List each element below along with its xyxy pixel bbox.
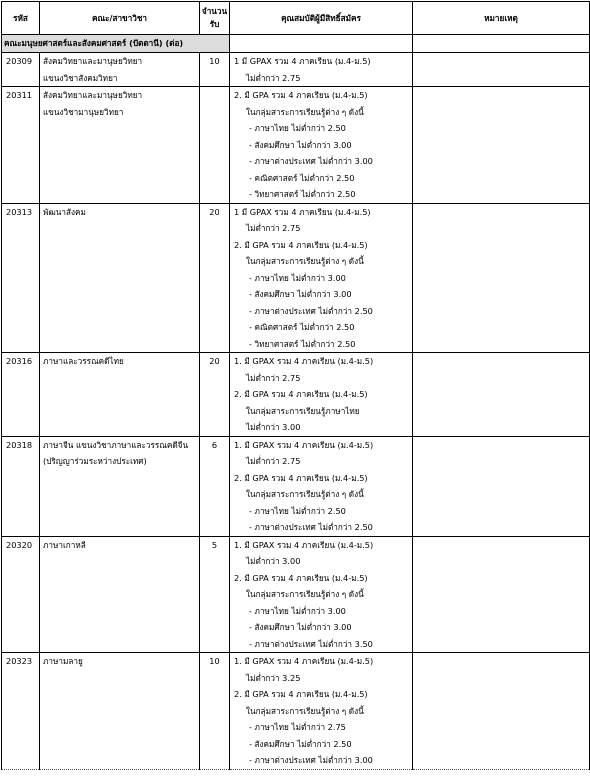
header-row <box>2 2 590 35</box>
requirements-cell <box>230 653 413 770</box>
header-seats: จำนวน รับ <box>200 2 230 35</box>
requirement-line: - สังคมศึกษา ไม่ต่ำกว่า 2.50 <box>249 738 352 749</box>
requirement-line: - ภาษาไทย ไม่ต่ำกว่า 2.75 <box>249 722 346 732</box>
requirement-line: ในกลุ่มสาระการเรียนรู้ต่าง ๆ ดังนี้ <box>246 256 364 266</box>
requirement-line: 1. มี GPAX รวม 4 ภาคเรียน (ม.4-ม.5) <box>234 539 374 550</box>
requirement-line: 2. มี GPA รวม 4 ภาคเรียน (ม.4-ม.5) <box>234 689 368 699</box>
program-name-line: พัฒนาสังคม <box>43 206 86 217</box>
program-name <box>40 536 200 653</box>
program-name-line: ภาษาและวรรณคดีไทย <box>43 356 124 366</box>
seat-count: 20 <box>200 203 230 353</box>
requirement-line: - ภาษาไทย ไม่ต่ำกว่า 2.50 <box>249 123 346 133</box>
remark-cell <box>413 653 590 770</box>
program-code: 20313 <box>2 203 40 353</box>
program-name-line: แขนงวิชามานุษยวิทยา <box>43 106 124 117</box>
program-code: 20309 <box>2 53 40 87</box>
header-remark: หมายเหตุ <box>413 2 590 35</box>
seat-count <box>200 87 230 204</box>
requirements-cell <box>230 53 413 87</box>
section-row <box>2 35 590 53</box>
table-row <box>2 87 590 204</box>
program-name <box>40 653 200 770</box>
requirement-line: - สังคมศึกษา ไม่ต่ำกว่า 3.00 <box>249 139 352 150</box>
program-code: 20323 <box>2 653 40 770</box>
program-name-line: สังคมวิทยาและมานุษยวิทยา <box>43 90 143 100</box>
remark-cell <box>413 87 590 204</box>
table-row <box>2 536 590 653</box>
table-row <box>2 653 590 770</box>
requirement-line: 2. มี GPA รวม 4 ภาคเรียน (ม.4-ม.5) <box>234 389 368 399</box>
program-name <box>40 53 200 87</box>
requirement-line: 1 มี GPAX รวม 4 ภาคเรียน (ม.4-ม.5) <box>234 56 371 66</box>
program-name-line: ภาษาเกาหลี <box>43 539 86 550</box>
admission-table <box>1 1 590 770</box>
remark-cell <box>413 436 590 536</box>
requirements-cell <box>230 353 413 437</box>
requirement-line: - วิทยาศาสตร์ ไม่ต่ำกว่า 2.50 <box>249 338 356 349</box>
program-name-line: ภาษาจีน แขนงวิชาภาษาและวรรณคดีจีน <box>43 439 189 450</box>
requirement-line: 1. มี GPAX รวม 4 ภาคเรียน (ม.4-ม.5) <box>234 356 374 366</box>
section-empty-cell <box>413 35 590 53</box>
program-code: 20311 <box>2 87 40 204</box>
requirement-line: 1. มี GPAX รวม 4 ภาคเรียน (ม.4-ม.5) <box>234 439 374 450</box>
header-requirements: คุณสมบัติผู้มีสิทธิ์สมัคร <box>230 2 413 35</box>
program-name <box>40 203 200 353</box>
requirement-line: - ภาษาไทย ไม่ต่ำกว่า 2.50 <box>249 505 346 516</box>
requirement-line: 1. มี GPAX รวม 4 ภาคเรียน (ม.4-ม.5) <box>234 656 374 666</box>
program-code: 20320 <box>2 536 40 653</box>
program-name-line: ภาษามลายู <box>43 656 83 666</box>
program-code: 20318 <box>2 436 40 536</box>
remark-cell <box>413 536 590 653</box>
requirement-line: 2. มี GPA รวม 4 ภาคเรียน (ม.4-ม.5) <box>234 472 368 483</box>
requirement-line: ไม่ต่ำกว่า 2.75 <box>246 223 301 233</box>
table-row <box>2 353 590 437</box>
requirement-line: ไม่ต่ำกว่า 2.75 <box>246 72 301 83</box>
requirement-line: ในกลุ่มสาระการเรียนรู้ต่าง ๆ ดังนี้ <box>246 705 364 716</box>
requirement-line: 2. มี GPA รวม 4 ภาคเรียน (ม.4-ม.5) <box>234 90 368 100</box>
program-name <box>40 87 200 204</box>
remark-cell <box>413 203 590 353</box>
header-code: รหัส <box>2 2 40 35</box>
table-row <box>2 203 590 353</box>
program-name-line: สังคมวิทยาและมานุษยวิทยา <box>43 56 143 66</box>
requirement-line: - ภาษาต่างประเทศ ไม่ต่ำกว่า 3.00 <box>249 755 373 765</box>
requirement-line: - ภาษาไทย ไม่ต่ำกว่า 3.00 <box>249 605 346 616</box>
table-row <box>2 53 590 87</box>
requirements-cell <box>230 536 413 653</box>
seat-count: 10 <box>200 653 230 770</box>
requirement-line: 2. มี GPA รวม 4 ภาคเรียน (ม.4-ม.5) <box>234 239 368 250</box>
requirement-line: - คณิตศาสตร์ ไม่ต่ำกว่า 2.50 <box>249 322 355 332</box>
requirement-line: ในกลุ่มสาระการเรียนรู้ต่าง ๆ ดังนี้ <box>246 489 364 499</box>
requirement-line: ไม่ต่ำกว่า 3.00 <box>246 556 301 566</box>
requirement-line: ในกลุ่มสาระการเรียนรู้ภาษาไทย <box>246 405 360 416</box>
program-name <box>40 353 200 437</box>
requirements-cell <box>230 87 413 204</box>
seat-count: 6 <box>200 436 230 536</box>
requirement-line: - ภาษาต่างประเทศ ไม่ต่ำกว่า 2.50 <box>249 522 373 532</box>
requirement-line: ไม่ต่ำกว่า 2.75 <box>246 372 301 383</box>
seat-count: 20 <box>200 353 230 437</box>
requirement-line: ไม่ต่ำกว่า 3.25 <box>246 672 301 683</box>
requirement-line: ในกลุ่มสาระการเรียนรู้ต่าง ๆ ดังนี้ <box>246 106 364 117</box>
requirement-line: - สังคมศึกษา ไม่ต่ำกว่า 3.00 <box>249 622 352 632</box>
section-empty-cell <box>230 35 413 53</box>
table-row <box>2 436 590 536</box>
program-name <box>40 436 200 536</box>
seat-count: 10 <box>200 53 230 87</box>
header-program: คณะ/สาขาวิชา <box>40 2 200 35</box>
requirements-cell <box>230 203 413 353</box>
requirement-line: - ภาษาไทย ไม่ต่ำกว่า 3.00 <box>249 272 346 283</box>
requirement-line: ในกลุ่มสาระการเรียนรู้ต่าง ๆ ดังนี้ <box>246 589 364 599</box>
section-title: คณะมนุษยศาสตร์และสังคมศาสตร์ (ปัตตานี) (ต่อ) <box>2 35 230 53</box>
requirement-line: ไม่ต่ำกว่า 3.00 <box>246 422 301 432</box>
requirement-line: - คณิตศาสตร์ ไม่ต่ำกว่า 2.50 <box>249 172 355 183</box>
remark-cell <box>413 53 590 87</box>
requirement-line: - สังคมศึกษา ไม่ต่ำกว่า 3.00 <box>249 289 352 299</box>
requirement-line: 1 มี GPAX รวม 4 ภาคเรียน (ม.4-ม.5) <box>234 206 371 217</box>
requirement-line: - วิทยาศาสตร์ ไม่ต่ำกว่า 2.50 <box>249 189 356 199</box>
program-name-line: แขนงวิชาสังคมวิทยา <box>43 72 118 83</box>
requirement-line: - ภาษาต่างประเทศ ไม่ต่ำกว่า 3.00 <box>249 156 373 166</box>
remark-cell <box>413 353 590 437</box>
program-name-line: (ปริญญาร่วมระหว่างประเทศ) <box>43 456 147 466</box>
requirement-line: ไม่ต่ำกว่า 2.75 <box>246 456 301 466</box>
seat-count: 5 <box>200 536 230 653</box>
requirement-line: 2. มี GPA รวม 4 ภาคเรียน (ม.4-ม.5) <box>234 572 368 583</box>
program-code: 20316 <box>2 353 40 437</box>
requirements-cell <box>230 436 413 536</box>
requirement-line: - ภาษาต่างประเทศ ไม่ต่ำกว่า 2.50 <box>249 305 373 316</box>
requirement-line: - ภาษาต่างประเทศ ไม่ต่ำกว่า 3.50 <box>249 638 373 649</box>
